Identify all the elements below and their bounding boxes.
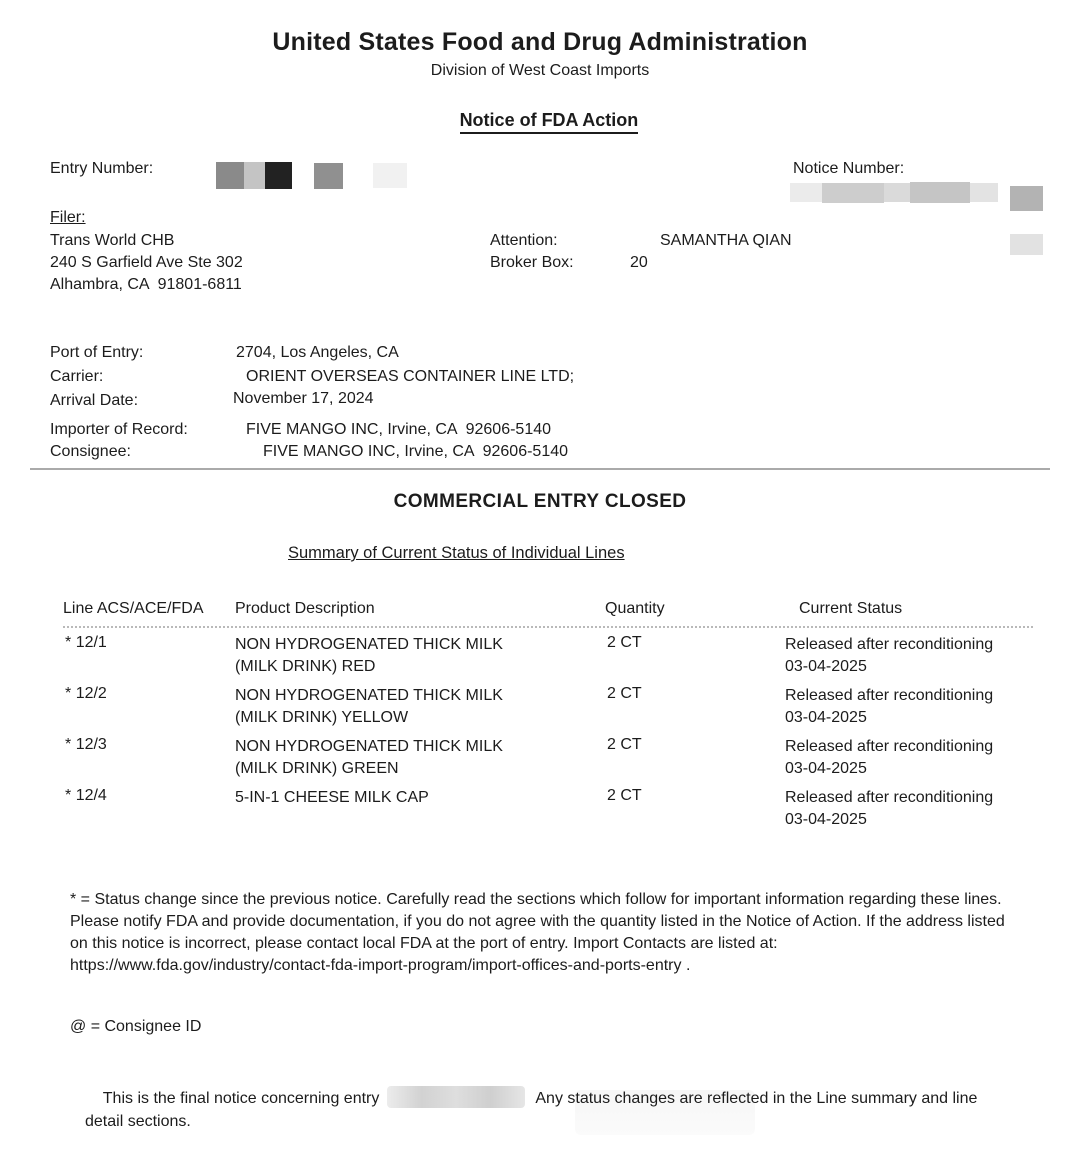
status-date: 03-04-2025 xyxy=(785,709,867,726)
redaction-block xyxy=(216,162,244,189)
consignee-id-note: @ = Consignee ID xyxy=(70,1018,202,1035)
broker-box-value: 20 xyxy=(630,254,648,271)
product-description-line1: NON HYDROGENATED THICK MILK xyxy=(235,636,503,653)
importer-of-record-value: FIVE MANGO INC, Irvine, CA 92606-5140 xyxy=(246,421,552,438)
line-number: 12/2 xyxy=(75,685,107,702)
section-divider xyxy=(30,468,1050,470)
product-description-line2: (MILK DRINK) GREEN xyxy=(235,760,399,777)
product-description-line2: (MILK DRINK) YELLOW xyxy=(235,709,409,726)
redaction-block xyxy=(373,163,407,188)
status-date: 03-04-2025 xyxy=(785,658,867,675)
filer-address-line1: 240 S Garfield Ave Ste 302 xyxy=(50,254,243,271)
product-description-cell xyxy=(235,736,605,780)
current-status-cell xyxy=(785,787,1033,831)
current-status-cell xyxy=(785,634,1033,678)
summary-heading: Summary of Current Status of Individual Lines xyxy=(288,544,625,562)
redaction-block xyxy=(244,162,265,189)
column-header-description: Product Description xyxy=(235,600,375,617)
status-change-marker: * xyxy=(65,787,72,804)
redaction-gap xyxy=(292,162,314,189)
redaction-block xyxy=(970,183,998,202)
quantity-cell: 2 CT xyxy=(607,736,642,753)
product-description-line1: NON HYDROGENATED THICK MILK xyxy=(235,738,503,755)
lines-table-header xyxy=(63,600,1033,628)
line-number-cell xyxy=(63,685,235,729)
notice-number-redacted xyxy=(790,182,998,203)
column-header-quantity: Quantity xyxy=(605,600,665,617)
redaction-block xyxy=(790,183,822,202)
entry-status-banner: COMMERCIAL ENTRY CLOSED xyxy=(393,491,687,512)
entry-number-label: Entry Number: xyxy=(50,160,154,177)
notice-number-label: Notice Number: xyxy=(793,160,905,177)
product-description-line1: NON HYDROGENATED THICK MILK xyxy=(235,687,503,704)
table-row xyxy=(63,685,1033,729)
final-notice-paragraph xyxy=(85,1063,1015,1156)
redaction-block xyxy=(1010,234,1043,255)
filer-address-line2: Alhambra, CA 91801-6811 xyxy=(50,276,242,293)
final-notice-suffix: Any status changes are reflected in the Line summary and line detail sections. xyxy=(85,1090,982,1130)
status-text: Released after reconditioning xyxy=(785,687,994,704)
redaction-block xyxy=(314,163,343,189)
broker-box-label: Broker Box: xyxy=(490,254,574,271)
status-text: Released after reconditioning xyxy=(785,636,994,653)
status-text: Released after reconditioning xyxy=(785,789,994,806)
notice-title: Notice of FDA Action xyxy=(460,110,639,134)
redaction-block xyxy=(1010,186,1043,211)
current-status-cell xyxy=(785,685,1033,729)
notice-number-redacted-corner xyxy=(1010,150,1043,278)
status-change-marker: * xyxy=(65,736,72,753)
product-description-cell xyxy=(235,685,605,729)
importer-of-record-label: Importer of Record: xyxy=(50,421,188,438)
table-row xyxy=(63,787,1033,831)
arrival-date-label: Arrival Date: xyxy=(50,392,139,409)
carrier-value: ORIENT OVERSEAS CONTAINER LINE LTD; xyxy=(246,368,575,385)
status-change-marker: * xyxy=(65,685,72,702)
product-description-line2: (MILK DRINK) RED xyxy=(235,658,376,675)
status-text: Released after reconditioning xyxy=(785,738,994,755)
status-date: 03-04-2025 xyxy=(785,760,867,777)
port-of-entry-label: Port of Entry: xyxy=(50,344,144,361)
document-title: United States Food and Drug Administration xyxy=(272,28,808,56)
status-change-marker: * xyxy=(65,634,72,651)
notice-title-row xyxy=(0,92,1080,152)
table-row xyxy=(63,736,1033,780)
quantity-cell: 2 CT xyxy=(607,787,642,804)
line-number: 12/3 xyxy=(75,736,107,753)
attention-label: Attention: xyxy=(490,232,558,249)
port-of-entry-value: 2704, Los Angeles, CA xyxy=(236,344,399,361)
redaction-block xyxy=(265,162,292,189)
column-header-line: Line ACS/ACE/FDA xyxy=(63,600,204,617)
line-number: 12/4 xyxy=(75,787,107,804)
filer-label: Filer: xyxy=(50,209,86,226)
current-status-cell xyxy=(785,736,1033,780)
final-notice-prefix: This is the final notice concerning entry xyxy=(102,1090,380,1107)
quantity-cell: 2 CT xyxy=(607,685,642,702)
redaction-block xyxy=(822,183,884,203)
consignee-value: FIVE MANGO INC, Irvine, CA 92606-5140 xyxy=(263,443,569,460)
column-header-status: Current Status xyxy=(799,600,903,617)
division-subtitle: Division of West Coast Imports xyxy=(430,62,650,79)
redacted-entry-number xyxy=(387,1086,525,1108)
filer-name: Trans World CHB xyxy=(50,232,175,249)
product-description-cell xyxy=(235,634,605,678)
line-number-cell xyxy=(63,787,235,831)
asterisk-footnote: * = Status change since the previous notice. Carefully read the sections which follow for important information regarding these lines. Please notify FDA and provide documentation, if you do not agree with the quantity listed in the Notice of Action. If the address listed on this notice is incorrect, please contact local FDA at the port of entry. Import Contacts are listed at: https://www.fda.gov/industry/contact-fda-import-program/import-offices-and-ports-entry . xyxy=(70,891,1010,974)
carrier-label: Carrier: xyxy=(50,368,104,385)
arrival-date-value: November 17, 2024 xyxy=(233,390,374,407)
product-description-line1: 5-IN-1 CHEESE MILK CAP xyxy=(235,789,429,806)
status-date: 03-04-2025 xyxy=(785,811,867,828)
attention-value: SAMANTHA QIAN xyxy=(660,232,792,249)
product-description-cell xyxy=(235,787,605,831)
redaction-block xyxy=(884,183,910,202)
consignee-label: Consignee: xyxy=(50,443,131,460)
line-number: 12/1 xyxy=(75,634,107,651)
line-number-cell xyxy=(63,736,235,780)
table-row xyxy=(63,634,1033,678)
redaction-block xyxy=(910,182,970,203)
entry-number-redacted xyxy=(216,162,407,189)
quantity-cell: 2 CT xyxy=(607,634,642,651)
redaction-gap xyxy=(343,163,373,189)
line-number-cell xyxy=(63,634,235,678)
